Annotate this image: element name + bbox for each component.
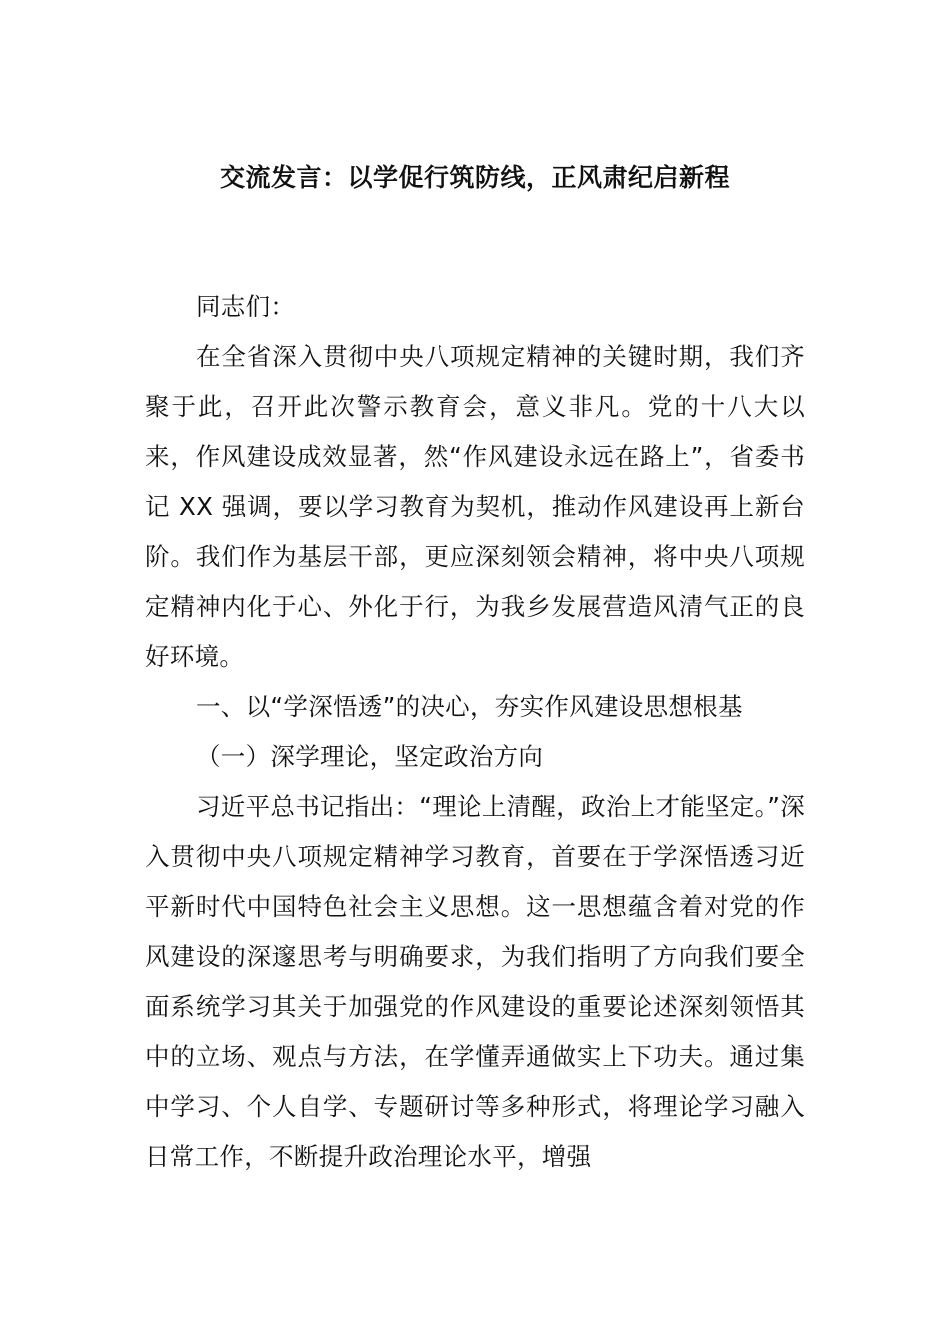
- section-heading-1: 一、以“学深悟透”的决心，夯实作风建设思想根基: [196, 692, 743, 721]
- subsection-heading-1: （一）深学理论，坚定政治方向: [196, 742, 544, 771]
- paragraph-theory: 习近平总书记指出：“理论上清醒，政治上才能坚定。”深入贯彻中央八项规定精神学习教育，首要在于学深悟透习近平新时代中国特色社会主义思想。这一思想蕴含着对党的作风建设的深邃思考与明确要求，为我们指明了方向我们要全面系统学习其关于加强党的作风建设的重要论述深刻领悟其中的立场、观点与方法，在学懂弄通做实上下功夫。通过集中学习、个人自学、专题研讨等多种形式，将理论学习融入日常工作，不断提升政治理论水平，增强: [145, 792, 805, 1171]
- document-title: 交流发言：以学促行筑防线，正风肃纪启新程: [219, 163, 730, 192]
- salutation: 同志们：: [196, 292, 296, 321]
- paragraph-intro: 在全省深入贯彻中央八项规定精神的关键时期，我们齐聚于此，召开此次警示教育会，意义非凡。党的十八大以来，作风建设成效显著，然“作风建设永远在路上”，省委书记 XX 强调，要以学习教育为契机，推动作风建设再上新台阶。我们作为基层干部，更应深刻领会精神，将中央八项规定精神内化于心、外化于行，为我乡发展营造风清气正的良好环境。: [145, 342, 805, 671]
- document-body: [145, 282, 805, 1182]
